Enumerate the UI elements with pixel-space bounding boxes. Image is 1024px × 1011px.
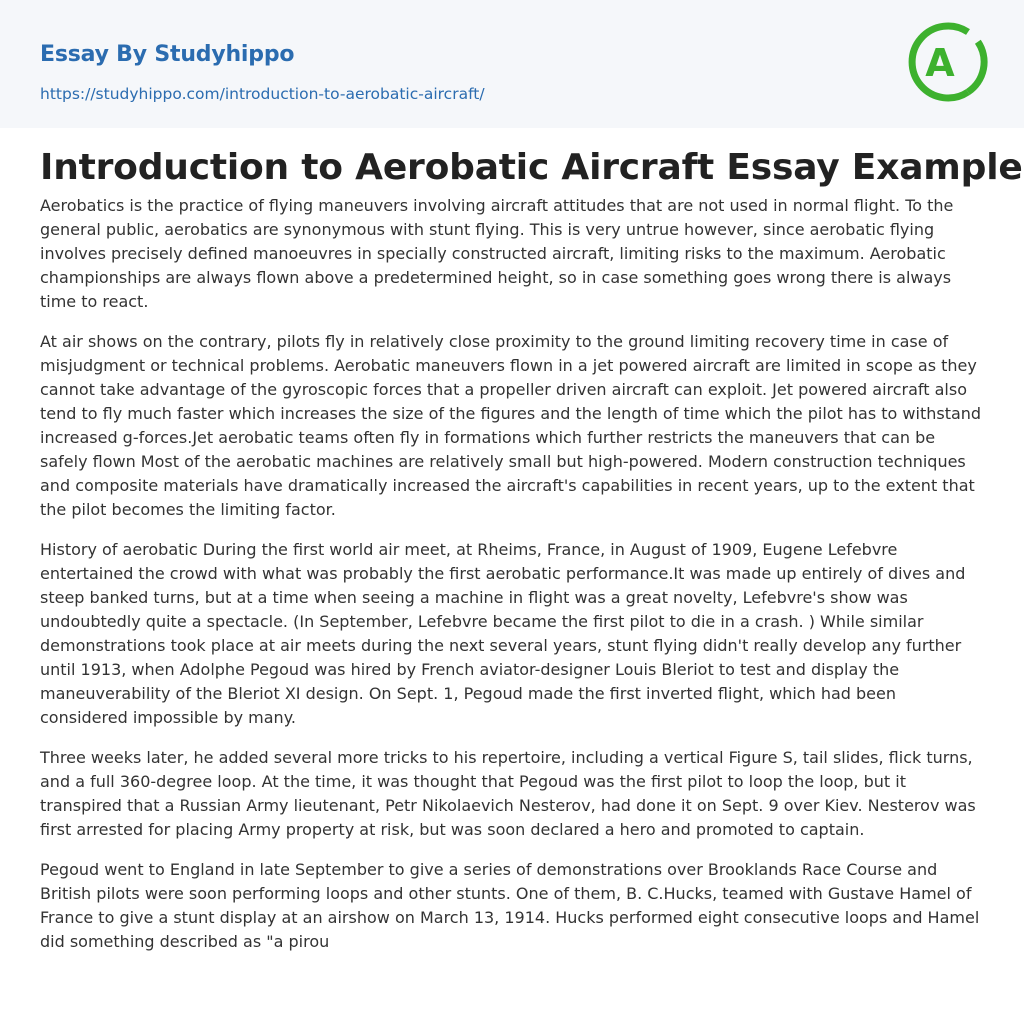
article-body: [40, 194, 984, 970]
site-brand[interactable]: Essay By Studyhippo: [40, 42, 295, 67]
paragraph: Three weeks later, he added several more tricks to his repertoire, including a vertical Figure S, tail slides, flick turns, and a full 360-degree loop. At the time, it was thought that Pegoud was the first pilot to loop the loop, but it transpired that a Russian Army lieutenant, Petr Nikolaevich Nesterov, had done it on Sept. 9 over Kiev. Nesterov was first arrested for placing Army property at risk, but was soon declared a hero and promoted to captain.: [40, 748, 976, 839]
article-url-link[interactable]: https://studyhippo.com/introduction-to-aerobatic-aircraft/: [40, 85, 485, 103]
logo-letter: A: [925, 41, 955, 85]
paragraph: At air shows on the contrary, pilots fly in relatively close proximity to the ground limiting recovery time in case of misjudgment or technical problems. Aerobatic maneuvers flown in a jet powered aircraft are limited in scope as they cannot take advantage of the gyroscopic forces that a propeller driven aircraft can exploit. Jet powered aircraft also tend to fly much faster which increases the size of the figures and the length of time which the pilot has to withstand increased g-forces.Jet aerobatic teams often fly in formations which further restricts the maneuvers that can be safely flown Most of the aerobatic machines are relatively small but high-powered. Modern construction techniques and composite materials have dramatically increased the aircraft's capabilities in recent years, up to the extent that the pilot becomes the limiting factor.: [40, 332, 982, 519]
paragraph: Pegoud went to England in late September to give a series of demonstrations over Brooklands Race Course and British pilots were soon performing loops and other stunts. One of them, B. C.Hucks, teamed with Gustave Hamel of France to give a stunt display at an airshow on March 13, 1914. Hucks performed eight consecutive loops and Hamel did something described as "a pirou: [40, 860, 980, 951]
site-header: [0, 0, 1024, 128]
studyhippo-logo-icon[interactable]: [908, 18, 988, 106]
page-title: Introduction to Aerobatic Aircraft Essay Example: [40, 147, 1023, 188]
paragraph: History of aerobatic During the first world air meet, at Rheims, France, in August of 1909, Eugene Lefebvre entertained the crowd with what was probably the first aerobatic performance.It was made up entirely of dives and steep banked turns, but at a time when seeing a machine in flight was a great novelty, Lefebvre's show was undoubtedly quite a spectacle. (In September, Lefebvre became the first pilot to die in a crash. ) While similar demonstrations took place at air meets during the next several years, stunt flying didn't really develop any further until 1913, when Adolphe Pegoud was hired by French aviator-designer Louis Bleriot to test and display the maneuverability of the Bleriot XI design. On Sept. 1, Pegoud made the first inverted flight, which had been considered impossible by many.: [40, 540, 966, 727]
paragraph: Aerobatics is the practice of flying maneuvers involving aircraft attitudes that are not used in normal flight. To the general public, aerobatics are synonymous with stunt flying. This is very untrue however, since aerobatic flying involves precisely defined manoeuvres in specially constructed aircraft, limiting risks to the maximum. Aerobatic championships are always flown above a predetermined height, so in case something goes wrong there is always time to react.: [40, 196, 954, 311]
